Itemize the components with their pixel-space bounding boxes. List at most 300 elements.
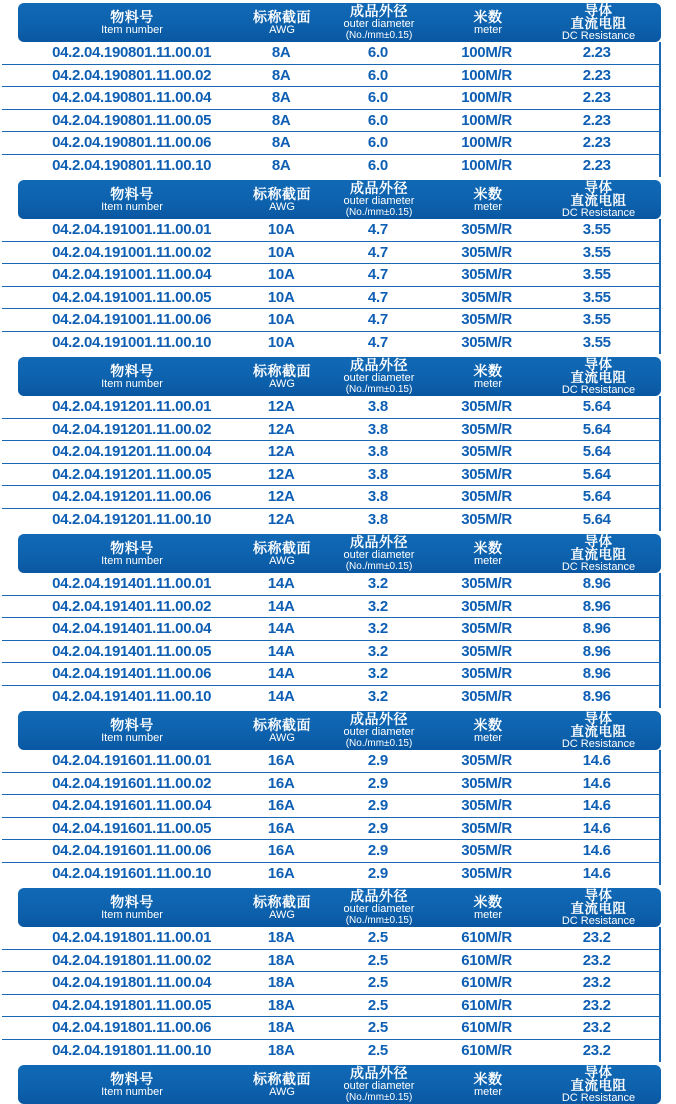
cell-awg: 12A [267, 398, 295, 416]
cell-meter: 610M/R [461, 951, 512, 969]
cell-outer-diameter: 4.7 [367, 266, 388, 284]
cell-dc-resistance: 3.55 [582, 288, 611, 306]
cell-outer-diameter: 2.9 [367, 865, 388, 883]
table-row [2, 750, 659, 773]
cell-item-number: 04.2.04.191601.11.00.02 [52, 774, 212, 792]
cell-meter: 305M/R [461, 642, 512, 660]
cell-awg: 10A [267, 221, 295, 239]
cell-outer-diameter: 6.0 [367, 134, 388, 152]
column-header-meter [440, 357, 536, 396]
cell-outer-diameter: 3.2 [367, 597, 388, 615]
column-header-outer-diameter-en: outer diameter [343, 549, 415, 561]
cell-awg: 8A [271, 111, 291, 129]
cell-meter: 305M/R [461, 243, 512, 261]
cell-item-number: 04.2.04.191201.11.00.01 [52, 398, 212, 416]
cell-dc-resistance: 5.64 [582, 511, 611, 529]
cell-outer-diameter: 4.7 [367, 221, 388, 239]
column-header-meter-en: meter [473, 377, 503, 390]
cell-outer-diameter: 6.0 [367, 157, 388, 175]
column-header-outer-diameter-en: outer diameter [343, 18, 415, 30]
cell-meter: 100M/R [461, 44, 512, 62]
cell-dc-resistance: 23.2 [582, 1042, 611, 1060]
cell-dc-resistance: 2.23 [582, 89, 611, 107]
column-header-outer-diameter-spec: (No./mm±0.15) [345, 561, 413, 572]
cell-item-number: 04.2.04.191801.11.00.10 [52, 1042, 212, 1060]
cell-outer-diameter: 6.0 [367, 44, 388, 62]
cell-item-number: 04.2.04.191801.11.00.02 [52, 951, 212, 969]
cell-meter: 610M/R [461, 929, 512, 947]
column-header-awg-zh: 标称截面 [253, 893, 311, 910]
cell-meter: 305M/R [461, 819, 512, 837]
cell-awg: 14A [267, 688, 295, 706]
spec-table [2, 0, 661, 1104]
column-header-dc-resistance-en: DC Resistance [561, 29, 636, 42]
column-header-dc-resistance-zh: 导体 [584, 887, 613, 903]
column-header-item-number-en: Item number [101, 731, 163, 744]
cell-meter: 305M/R [461, 797, 512, 815]
cell-dc-resistance: 14.6 [582, 842, 611, 860]
column-header-item-number-zh: 物料号 [110, 8, 154, 25]
cell-awg: 10A [267, 266, 295, 284]
column-header-outer-diameter-en: outer diameter [343, 903, 415, 915]
column-header-awg-en: AWG [269, 908, 295, 921]
column-header-meter-zh: 米数 [473, 8, 503, 25]
table-row [2, 396, 659, 419]
cell-meter: 100M/R [461, 111, 512, 129]
cell-dc-resistance: 14.6 [582, 774, 611, 792]
cell-awg: 16A [267, 865, 295, 883]
table-row [2, 42, 659, 65]
cell-outer-diameter: 3.8 [367, 465, 388, 483]
cell-item-number: 04.2.04.190801.11.00.01 [52, 44, 212, 62]
section-body [2, 219, 661, 354]
cell-awg: 10A [267, 243, 295, 261]
cell-awg: 16A [267, 842, 295, 860]
column-header-dc-resistance-zh: 导体 [584, 179, 613, 195]
cell-dc-resistance: 8.96 [582, 642, 611, 660]
column-header-meter-en: meter [473, 1085, 503, 1098]
column-header-outer-diameter-zh: 成品外径 [350, 888, 408, 904]
column-header-awg-zh: 标称截面 [253, 8, 311, 25]
column-header-dc-resistance [536, 888, 661, 927]
table-header-row [18, 534, 661, 573]
spec-table-section [2, 180, 661, 354]
table-row [2, 818, 659, 841]
cell-meter: 305M/R [461, 465, 512, 483]
column-header-outer-diameter-spec: (No./mm±0.15) [345, 738, 413, 749]
cell-awg: 18A [267, 1019, 295, 1037]
cell-item-number: 04.2.04.191401.11.00.01 [52, 575, 212, 593]
cell-outer-diameter: 2.9 [367, 797, 388, 815]
table-header-row [18, 3, 661, 42]
column-header-awg-en: AWG [269, 377, 295, 390]
column-header-awg-en: AWG [269, 1085, 295, 1098]
cell-awg: 16A [267, 819, 295, 837]
cell-dc-resistance: 23.2 [582, 951, 611, 969]
column-header-meter-zh: 米数 [473, 362, 503, 379]
cell-item-number: 04.2.04.191001.11.00.10 [52, 334, 212, 352]
table-row [2, 419, 659, 442]
column-header-meter [440, 180, 536, 219]
cell-meter: 305M/R [461, 620, 512, 638]
table-row [2, 264, 659, 287]
cell-outer-diameter: 2.5 [367, 974, 388, 992]
cell-dc-resistance: 23.2 [582, 974, 611, 992]
table-row [2, 332, 659, 355]
column-header-outer-diameter [318, 1065, 440, 1104]
column-header-item-number [18, 534, 246, 573]
cell-awg: 14A [267, 665, 295, 683]
cell-awg: 10A [267, 334, 295, 352]
cell-awg: 18A [267, 951, 295, 969]
table-row [2, 1017, 659, 1040]
cell-meter: 305M/R [461, 597, 512, 615]
column-header-outer-diameter-en: outer diameter [343, 195, 415, 207]
cell-meter: 610M/R [461, 1019, 512, 1037]
column-header-awg [246, 180, 318, 219]
cell-item-number: 04.2.04.191801.11.00.06 [52, 1019, 212, 1037]
cell-outer-diameter: 2.9 [367, 752, 388, 770]
column-header-item-number [18, 3, 246, 42]
column-header-outer-diameter-spec: (No./mm±0.15) [345, 915, 413, 926]
column-header-awg-en: AWG [269, 731, 295, 744]
column-header-awg [246, 534, 318, 573]
cell-meter: 305M/R [461, 221, 512, 239]
cell-awg: 14A [267, 620, 295, 638]
column-header-item-number-en: Item number [101, 377, 163, 390]
cell-outer-diameter: 3.2 [367, 575, 388, 593]
cell-outer-diameter: 2.5 [367, 929, 388, 947]
section-body [2, 42, 661, 177]
column-header-item-number-zh: 物料号 [110, 362, 154, 379]
cell-dc-resistance: 2.23 [582, 44, 611, 62]
cell-item-number: 04.2.04.191201.11.00.06 [52, 488, 212, 506]
table-row [2, 242, 659, 265]
cell-awg: 8A [271, 134, 291, 152]
cell-dc-resistance: 2.23 [582, 157, 611, 175]
table-row [2, 641, 659, 664]
cell-meter: 100M/R [461, 66, 512, 84]
column-header-meter-zh: 米数 [473, 1070, 503, 1087]
spec-table-section [2, 711, 661, 885]
cell-awg: 12A [267, 511, 295, 529]
cell-item-number: 04.2.04.191001.11.00.04 [52, 266, 212, 284]
column-header-outer-diameter-zh: 成品外径 [350, 3, 408, 19]
table-header-row [18, 888, 661, 927]
column-header-outer-diameter-spec: (No./mm±0.15) [345, 1092, 413, 1103]
table-row [2, 65, 659, 88]
cell-item-number: 04.2.04.191601.11.00.10 [52, 865, 212, 883]
cell-dc-resistance: 2.23 [582, 66, 611, 84]
cell-meter: 305M/R [461, 865, 512, 883]
column-header-awg-en: AWG [269, 554, 295, 567]
column-header-awg-zh: 标称截面 [253, 539, 311, 556]
cell-outer-diameter: 2.5 [367, 951, 388, 969]
cell-awg: 8A [271, 157, 291, 175]
cell-item-number: 04.2.04.191801.11.00.04 [52, 974, 212, 992]
column-header-dc-resistance-en: DC Resistance [561, 206, 636, 219]
cell-dc-resistance: 5.64 [582, 420, 611, 438]
cell-outer-diameter: 6.0 [367, 89, 388, 107]
table-row [2, 618, 659, 641]
cell-item-number: 04.2.04.191001.11.00.06 [52, 311, 212, 329]
cell-item-number: 04.2.04.190801.11.00.05 [52, 111, 212, 129]
table-header-row [18, 1065, 661, 1104]
column-header-awg-zh: 标称截面 [253, 362, 311, 379]
spec-table-section [2, 3, 661, 177]
column-header-outer-diameter-zh: 成品外径 [350, 357, 408, 373]
column-header-dc-resistance-zh2: 直流电阻 [570, 15, 627, 31]
column-header-meter-en: meter [473, 200, 503, 213]
column-header-outer-diameter-en: outer diameter [343, 372, 415, 384]
column-header-item-number [18, 888, 246, 927]
cell-item-number: 04.2.04.191001.11.00.01 [52, 221, 212, 239]
cell-dc-resistance: 2.23 [582, 134, 611, 152]
cell-meter: 100M/R [461, 89, 512, 107]
column-header-dc-resistance-en: DC Resistance [561, 383, 636, 396]
cell-item-number: 04.2.04.191401.11.00.05 [52, 642, 212, 660]
column-header-awg [246, 3, 318, 42]
column-header-item-number [18, 711, 246, 750]
column-header-outer-diameter-spec: (No./mm±0.15) [345, 384, 413, 395]
cell-awg: 8A [271, 44, 291, 62]
column-header-meter [440, 3, 536, 42]
column-header-item-number-en: Item number [101, 554, 163, 567]
column-header-meter-zh: 米数 [473, 539, 503, 556]
cell-meter: 305M/R [461, 774, 512, 792]
cell-meter: 100M/R [461, 134, 512, 152]
table-row [2, 795, 659, 818]
table-row [2, 573, 659, 596]
cell-dc-resistance: 14.6 [582, 752, 611, 770]
table-row [2, 927, 659, 950]
column-header-item-number-zh: 物料号 [110, 539, 154, 556]
table-row [2, 1040, 659, 1063]
column-header-awg-zh: 标称截面 [253, 185, 311, 202]
cell-item-number: 04.2.04.191801.11.00.01 [52, 929, 212, 947]
column-header-item-number-en: Item number [101, 23, 163, 36]
column-header-dc-resistance-en: DC Resistance [561, 737, 636, 750]
column-header-meter [440, 711, 536, 750]
cell-dc-resistance: 14.6 [582, 865, 611, 883]
column-header-meter-zh: 米数 [473, 716, 503, 733]
column-header-dc-resistance-en: DC Resistance [561, 560, 636, 573]
cell-item-number: 04.2.04.190801.11.00.10 [52, 157, 212, 175]
table-row [2, 287, 659, 310]
cell-item-number: 04.2.04.191601.11.00.04 [52, 797, 212, 815]
column-header-dc-resistance-zh: 导体 [584, 2, 613, 18]
cell-dc-resistance: 14.6 [582, 797, 611, 815]
cell-dc-resistance: 23.2 [582, 996, 611, 1014]
spec-table-section [2, 888, 661, 1062]
column-header-awg-en: AWG [269, 200, 295, 213]
column-header-dc-resistance-en: DC Resistance [561, 1091, 636, 1104]
column-header-item-number-zh: 物料号 [110, 893, 154, 910]
cell-meter: 610M/R [461, 974, 512, 992]
cell-outer-diameter: 4.7 [367, 288, 388, 306]
table-row [2, 995, 659, 1018]
cell-awg: 8A [271, 66, 291, 84]
column-header-dc-resistance-zh2: 直流电阻 [570, 369, 627, 385]
table-row [2, 464, 659, 487]
table-header-row [18, 711, 661, 750]
cell-item-number: 04.2.04.191801.11.00.05 [52, 996, 212, 1014]
cell-awg: 18A [267, 974, 295, 992]
cell-meter: 305M/R [461, 334, 512, 352]
column-header-dc-resistance [536, 711, 661, 750]
table-header-row [18, 357, 661, 396]
cell-item-number: 04.2.04.191401.11.00.04 [52, 620, 212, 638]
table-row [2, 87, 659, 110]
table-row [2, 686, 659, 709]
cell-meter: 610M/R [461, 996, 512, 1014]
column-header-meter-zh: 米数 [473, 185, 503, 202]
column-header-dc-resistance [536, 180, 661, 219]
cell-item-number: 04.2.04.191201.11.00.04 [52, 443, 212, 461]
cell-outer-diameter: 2.9 [367, 842, 388, 860]
spec-table-section [2, 357, 661, 531]
column-header-outer-diameter-spec: (No./mm±0.15) [345, 30, 413, 41]
cell-meter: 305M/R [461, 266, 512, 284]
cell-outer-diameter: 3.8 [367, 488, 388, 506]
column-header-meter [440, 888, 536, 927]
cell-meter: 305M/R [461, 665, 512, 683]
cell-outer-diameter: 2.5 [367, 1042, 388, 1060]
cell-meter: 305M/R [461, 443, 512, 461]
cell-outer-diameter: 3.2 [367, 688, 388, 706]
column-header-outer-diameter-en: outer diameter [343, 1080, 415, 1092]
section-body [2, 573, 661, 708]
column-header-dc-resistance-zh: 导体 [584, 1064, 613, 1080]
cell-dc-resistance: 3.55 [582, 311, 611, 329]
column-header-meter-en: meter [473, 23, 503, 36]
cell-dc-resistance: 8.96 [582, 575, 611, 593]
cell-awg: 8A [271, 89, 291, 107]
cell-meter: 305M/R [461, 688, 512, 706]
cell-outer-diameter: 3.8 [367, 511, 388, 529]
cell-meter: 305M/R [461, 842, 512, 860]
table-row [2, 486, 659, 509]
cell-item-number: 04.2.04.190801.11.00.06 [52, 134, 212, 152]
table-row [2, 110, 659, 133]
column-header-outer-diameter-zh: 成品外径 [350, 1065, 408, 1081]
table-row [2, 972, 659, 995]
column-header-awg [246, 1065, 318, 1104]
cell-meter: 305M/R [461, 288, 512, 306]
cell-meter: 305M/R [461, 575, 512, 593]
cell-dc-resistance: 5.64 [582, 443, 611, 461]
column-header-outer-diameter [318, 180, 440, 219]
column-header-awg [246, 888, 318, 927]
cell-outer-diameter: 2.9 [367, 774, 388, 792]
spec-table-section [2, 534, 661, 708]
cell-item-number: 04.2.04.191601.11.00.01 [52, 752, 212, 770]
column-header-dc-resistance [536, 534, 661, 573]
cell-outer-diameter: 3.2 [367, 665, 388, 683]
column-header-awg [246, 711, 318, 750]
cell-awg: 16A [267, 797, 295, 815]
table-row [2, 219, 659, 242]
cell-dc-resistance: 23.2 [582, 929, 611, 947]
cell-meter: 305M/R [461, 398, 512, 416]
cell-awg: 16A [267, 774, 295, 792]
column-header-outer-diameter-zh: 成品外径 [350, 711, 408, 727]
column-header-dc-resistance-zh2: 直流电阻 [570, 1077, 627, 1093]
section-body [2, 750, 661, 885]
cell-meter: 100M/R [461, 157, 512, 175]
cell-awg: 12A [267, 420, 295, 438]
cell-outer-diameter: 6.0 [367, 111, 388, 129]
column-header-awg [246, 357, 318, 396]
column-header-dc-resistance-zh: 导体 [584, 356, 613, 372]
cell-awg: 12A [267, 488, 295, 506]
cell-outer-diameter: 2.9 [367, 819, 388, 837]
column-header-meter-en: meter [473, 554, 503, 567]
cell-dc-resistance: 3.55 [582, 243, 611, 261]
column-header-dc-resistance [536, 1065, 661, 1104]
cell-dc-resistance: 14.6 [582, 819, 611, 837]
column-header-outer-diameter [318, 711, 440, 750]
column-header-dc-resistance-zh: 导体 [584, 710, 613, 726]
cell-awg: 16A [267, 752, 295, 770]
cell-item-number: 04.2.04.191201.11.00.02 [52, 420, 212, 438]
cell-outer-diameter: 3.2 [367, 620, 388, 638]
column-header-item-number [18, 180, 246, 219]
cell-dc-resistance: 3.55 [582, 221, 611, 239]
column-header-dc-resistance-en: DC Resistance [561, 914, 636, 927]
table-row [2, 773, 659, 796]
table-row [2, 155, 659, 178]
cell-item-number: 04.2.04.191201.11.00.10 [52, 511, 212, 529]
cell-outer-diameter: 4.7 [367, 334, 388, 352]
column-header-outer-diameter [318, 357, 440, 396]
column-header-outer-diameter-zh: 成品外径 [350, 534, 408, 550]
cell-outer-diameter: 3.8 [367, 398, 388, 416]
cell-dc-resistance: 8.96 [582, 620, 611, 638]
column-header-dc-resistance [536, 3, 661, 42]
cell-awg: 14A [267, 597, 295, 615]
column-header-item-number-en: Item number [101, 1085, 163, 1098]
cell-outer-diameter: 2.5 [367, 1019, 388, 1037]
cell-meter: 305M/R [461, 488, 512, 506]
cell-item-number: 04.2.04.191601.11.00.06 [52, 842, 212, 860]
cell-meter: 305M/R [461, 311, 512, 329]
cell-item-number: 04.2.04.191201.11.00.05 [52, 465, 212, 483]
column-header-item-number-en: Item number [101, 908, 163, 921]
section-body [2, 927, 661, 1062]
column-header-meter-zh: 米数 [473, 893, 503, 910]
column-header-awg-zh: 标称截面 [253, 716, 311, 733]
cell-awg: 12A [267, 443, 295, 461]
cell-dc-resistance: 8.96 [582, 665, 611, 683]
column-header-item-number-zh: 物料号 [110, 185, 154, 202]
column-header-dc-resistance-zh2: 直流电阻 [570, 546, 627, 562]
table-row [2, 596, 659, 619]
column-header-item-number-en: Item number [101, 200, 163, 213]
column-header-item-number-zh: 物料号 [110, 716, 154, 733]
column-header-outer-diameter [318, 534, 440, 573]
cell-dc-resistance: 5.64 [582, 465, 611, 483]
cell-awg: 10A [267, 311, 295, 329]
column-header-meter [440, 1065, 536, 1104]
column-header-awg-zh: 标称截面 [253, 1070, 311, 1087]
cell-outer-diameter: 3.2 [367, 642, 388, 660]
cell-awg: 18A [267, 1042, 295, 1060]
table-row [2, 950, 659, 973]
table-row [2, 132, 659, 155]
table-header-row [18, 180, 661, 219]
column-header-meter [440, 534, 536, 573]
